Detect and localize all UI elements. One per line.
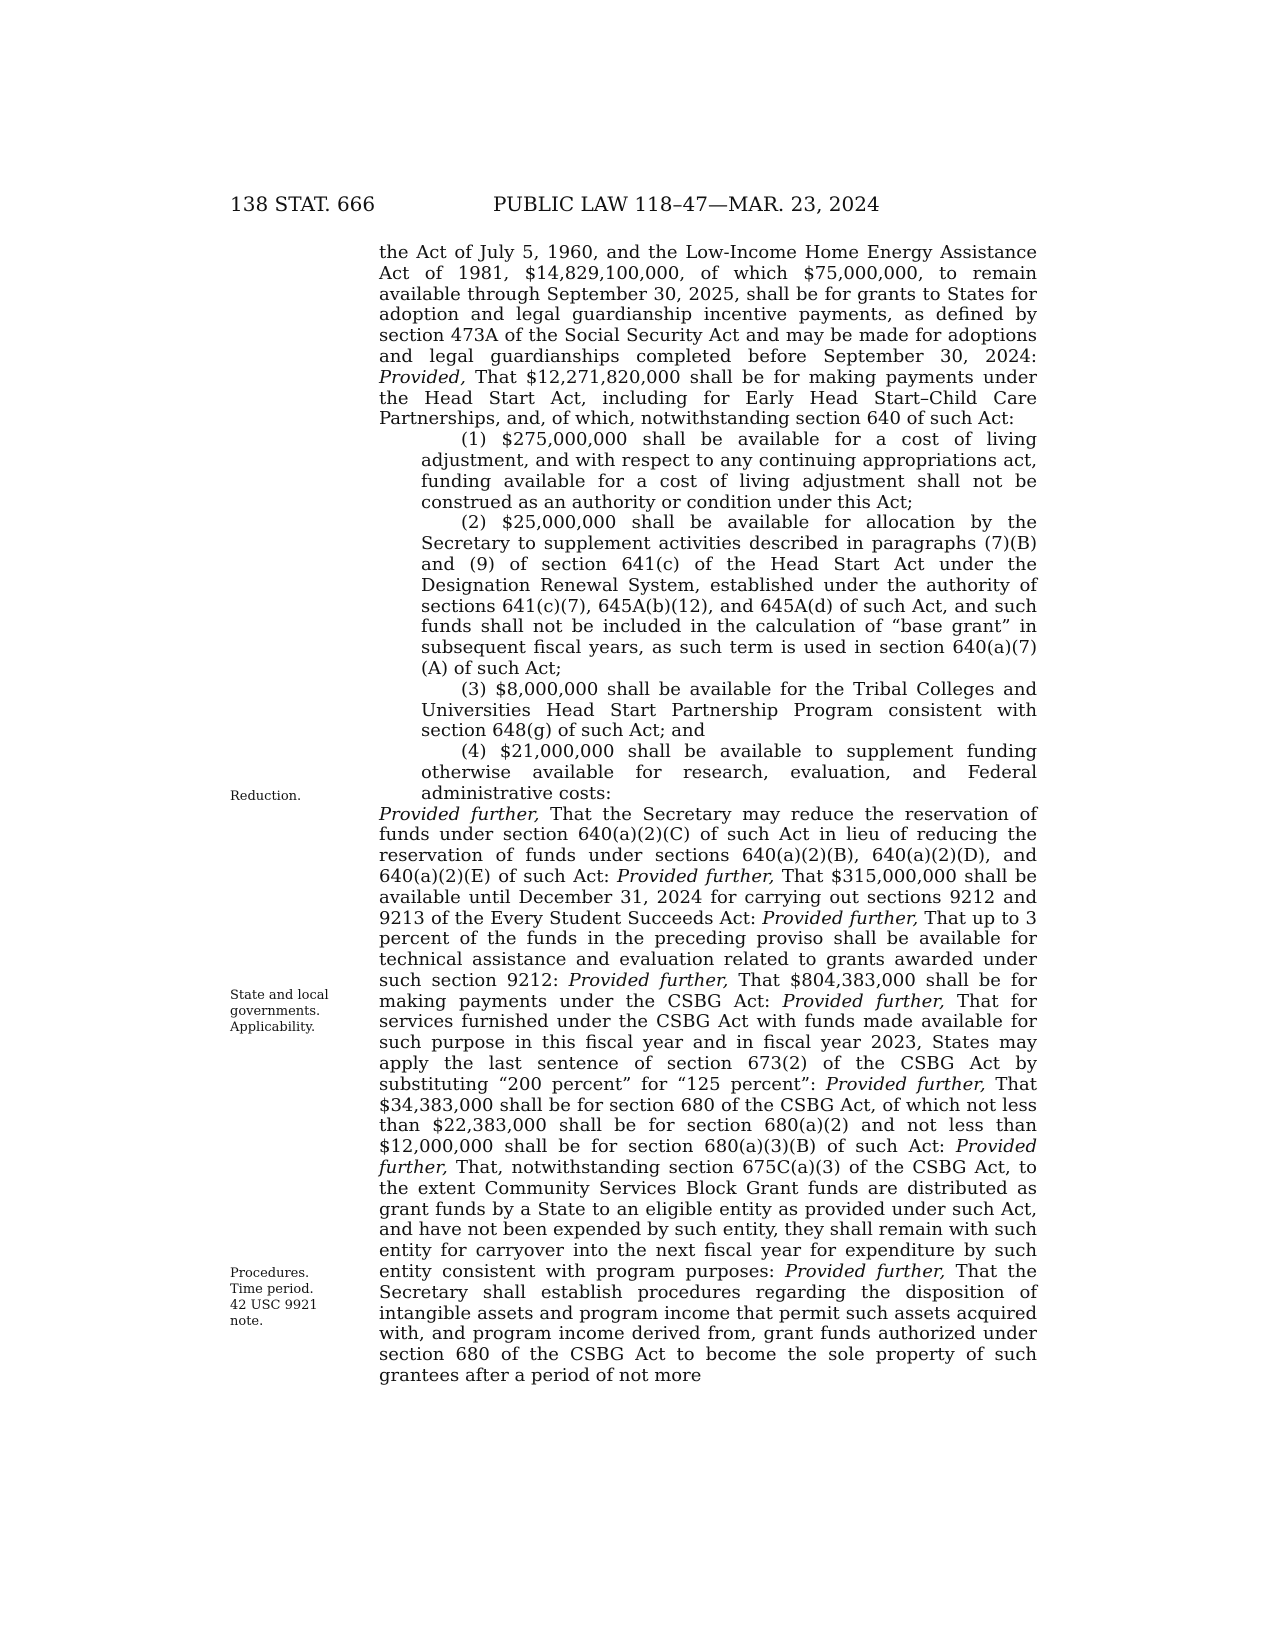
proviso-phrase: Provided further,	[379, 1136, 1037, 1179]
provisos-paragraph: Provided further, That the Secretary may reduce the reservation of funds under section 640(a)(2)(C) of such Act in lieu of reducing the reservation of funds under sections 640(a)(2)(B), 640(a)(2)(D), and 640(a)(2)(E) of such Act: Provided further, That $315,000,000 shall be available until December 31, 2024 for carrying out sections 9212 and 9213 of the Every Student Succeeds Act: Provided further, That up to 3 percent of the funds in the preceding proviso shall be available for technical assistance and evaluation related to grants awarded under such section 9212: Provided further, That $804,383,000 shall be for making payments under the CSBG Act: Provided further, That for services furnished under the CSBG Act with funds made available for such purpose in this fiscal year and in fiscal year 2023, States may apply the last sentence of section 673(2) of the CSBG Act by substituting “200 percent” for “125 percent”: Provided further, That $34,383,000 shall be for section 680 of the CSBG Act, of which not less than $22,383,000 shall be for section 680(a)(2) and not less than $12,000,000 shall be for section 680(a)(3)(B) of such Act: Provided further, That, notwithstanding section 675C(a)(3) of the CSBG Act, to the extent Community Services Block Grant funds are distributed as grant funds by a State to an eligible entity as provided under such Act, and have not been expended by such entity, they shall remain with such entity for carryover into the next fiscal year for expenditure by such entity consistent with program purposes: Provided further, That the Secretary shall establish procedures regarding the disposition of intangible assets and program income that permit such assets acquired with, and program income derived from, grant funds authorized under section 680 of the CSBG Act to become the sole property of such grantees after a period of not more	[379, 803, 1038, 1387]
public-law-title: PUBLIC LAW 118–47—MAR. 23, 2024	[493, 192, 880, 216]
margin-note-line: Applicability.	[230, 1020, 316, 1035]
proviso-phrase: Provided further,	[617, 865, 775, 887]
proviso-phrase: Provided,	[379, 366, 466, 388]
list-item-1: (1) $275,000,000 shall be available for a cost of living adjustment, and with respect to any continuing appropriations act, funding available for a cost of living adjustment shall not be construed as an authority or condition under this Act;	[421, 429, 1037, 513]
list-item-2: (2) $25,000,000 shall be available for allocation by the Secretary to supplement activities described in paragraphs (7)(B) and (9) of section 641(c) of the Head Start Act under the Designation Renewal System, established under the authority of sections 641(c)(7), 645A(b)(12), and 645A(d) of such Act, and such funds shall not be included in the calculation of “base grant” in subsequent fiscal years, as such term is used in section 640(a)(7)(A) of such Act;	[421, 512, 1037, 679]
margin-note-line: State and local	[230, 988, 329, 1003]
body-text	[379, 243, 1037, 1387]
list-item-4: (4) $21,000,000 shall be available to supplement funding otherwise available for research, evaluation, and Federal administrative costs:	[421, 741, 1037, 804]
proviso-phrase: Provided further,	[568, 969, 729, 991]
margin-note-reduction	[230, 789, 345, 805]
intro-paragraph: the Act of July 5, 1960, and the Low-Income Home Energy Assistance Act of 1981, $14,829,100,000, of which $75,000,000, to remain available through September 30, 2025, shall be for grants to States for adoption and legal guardianship incentive payments, as defined by section 473A of the Social Security Act and may be made for adoptions and legal guardianships completed before September 30, 2024: Provided, That $12,271,820,000 shall be for making payments under the Head Start Act, including for Early Head Start–Child Care Partnerships, and, of which, notwithstanding section 640 of such Act:	[379, 242, 1037, 430]
margin-note-line: governments.	[230, 1004, 321, 1019]
proviso-phrase: Provided further,	[825, 1073, 986, 1095]
proviso-phrase: Provided further,	[785, 1261, 946, 1283]
proviso-phrase: Provided further,	[762, 907, 919, 929]
margin-note-line: Reduction.	[230, 789, 302, 804]
margin-note-line: note.	[230, 1314, 264, 1329]
page-header	[0, 190, 1275, 218]
statute-folio: 138 STAT. 666	[230, 192, 376, 216]
margin-note-state-local	[230, 988, 345, 1036]
list-item-3: (3) $8,000,000 shall be available for the Tribal Colleges and Universities Head Start Partnership Program consistent with section 648(g) of such Act; and	[421, 678, 1037, 742]
proviso-phrase: Provided further,	[379, 803, 540, 825]
proviso-phrase: Provided further,	[782, 990, 945, 1012]
margin-note-line: 42 USC 9921	[230, 1298, 318, 1313]
margin-note-line: Time period.	[230, 1282, 314, 1297]
margin-note-procedures	[230, 1266, 345, 1330]
margin-note-line: Procedures.	[230, 1266, 310, 1281]
